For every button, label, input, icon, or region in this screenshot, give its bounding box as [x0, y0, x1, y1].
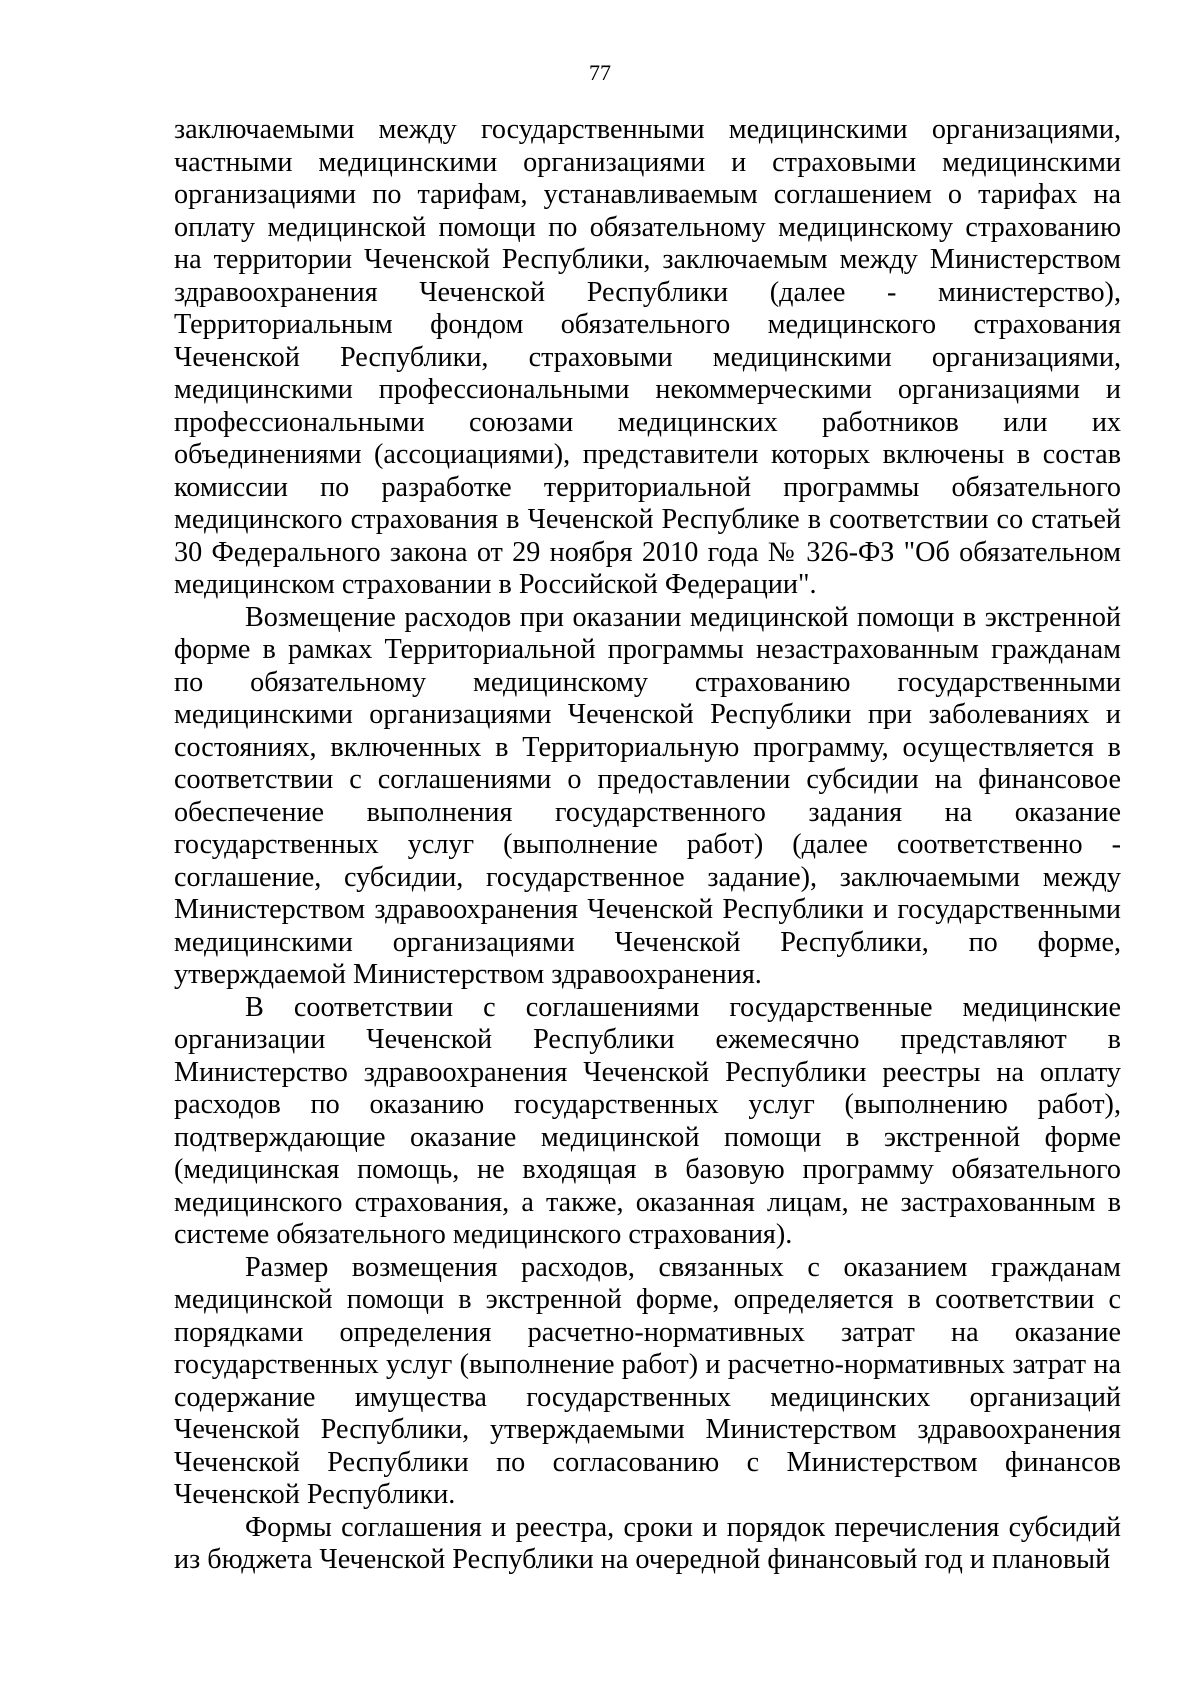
- paragraph-1: заключаемыми между государственными медицинскими организациями, частными медицинскими организациями и страховыми медицинскими организациями по тарифам, устанавливаемым соглашением о тарифах на оплату медицинской помощи по обязательному медицинскому страхованию на территории Чеченской Республики, заключаемым между Министерством здравоохранения Чеченской Республики (далее - министерство), Территориальным фондом обязательного медицинского страхования Чеченской Республики, страховыми медицинскими организациями, медицинскими профессиональными некоммерческими организациями и профессиональными союзами медицинских работников или их объединениями (ассоциациями), представители которых включены в состав комиссии по разработке территориальной программы обязательного медицинского страхования в Чеченской Республике в соответствии со статьей 30 Федерального закона от 29 ноября 2010 года № 326-ФЗ "Об обязательном медицинском страховании в Российской Федерации".: [174, 114, 1121, 600]
- paragraph-2: Возмещение расходов при оказании медицинской помощи в экстренной форме в рамках Территориальной программы незастрахованным гражданам по обязательному медицинскому страхованию государственными медицинскими организациями Чеченской Республики при заболеваниях и состояниях, включенных в Территориальную программу, осуществляется в соответствии с соглашениями о предоставлении субсидии на финансовое обеспечение выполнения государственного задания на оказание государственных услуг (выполнение работ) (далее соответственно - соглашение, субсидии, государственное задание), заключаемыми между Министерством здравоохранения Чеченской Республики и государственными медицинскими организациями Чеченской Республики, по форме, утверждаемой Министерством здравоохранения.: [174, 601, 1121, 990]
- paragraph-5: Формы соглашения и реестра, сроки и порядок перечисления субсидий из бюджета Чеченской Республики на очередной финансовый год и плановый: [174, 1511, 1121, 1575]
- document-body: [174, 114, 1121, 1577]
- paragraph-3: В соответствии с соглашениями государственные медицинские организации Чеченской Республики ежемесячно представляют в Министерство здравоохранения Чеченской Республики реестры на оплату расходов по оказанию государственных услуг (выполнению работ), подтверждающие оказание медицинской помощи в экстренной форме (медицинская помощь, не входящая в базовую программу обязательного медицинского страхования, а также, оказанная лицам, не застрахованным в системе обязательного медицинского страхования).: [174, 991, 1121, 1250]
- page-number: 77: [589, 60, 611, 85]
- paragraph-4: Размер возмещения расходов, связанных с оказанием гражданам медицинской помощи в экстренной форме, определяется в соответствии с порядками определения расчетно-нормативных затрат на оказание государственных услуг (выполнение работ) и расчетно-нормативных затрат на содержание имущества государственных медицинских организаций Чеченской Республики, утверждаемыми Министерством здравоохранения Чеченской Республики по согласованию с Министерством финансов Чеченской Республики.: [174, 1251, 1121, 1510]
